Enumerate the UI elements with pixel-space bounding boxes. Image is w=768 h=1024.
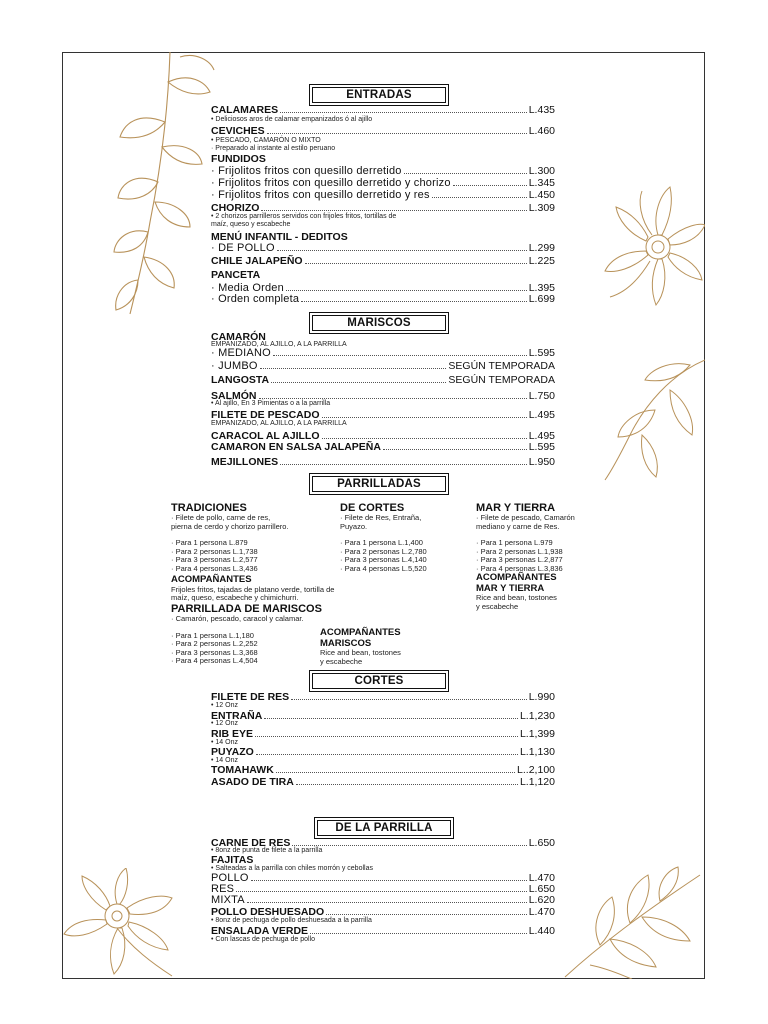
- item-note: EMPANIZADO, AL AJILLO, A LA PARRILLA: [211, 341, 347, 348]
- menu-item-calamares: CALAMARES L.435: [211, 104, 555, 116]
- flower-illustration-bottom-left: [62, 868, 182, 980]
- acompanantes-desc: Rice and bean, tostones: [320, 648, 401, 657]
- parrillada-title: DE CORTES: [340, 502, 405, 514]
- menu-item-filete-pescado: FILETE DE PESCADO L.495: [211, 409, 555, 421]
- menu-item-pollo-deshuesado: POLLO DESHUESADO L.470: [211, 906, 555, 918]
- menu-item-chorizo: CHORIZO L.309: [211, 202, 555, 214]
- parrillada-price: · Para 3 personas L.4,140: [340, 555, 427, 565]
- parrillada-desc: · Camarón, pescado, caracol y calamar.: [171, 614, 304, 623]
- acompanantes-title: ACOMPAÑANTES: [320, 627, 401, 638]
- acompanantes-title: ACOMPAÑANTES: [476, 572, 557, 583]
- item-note: • Deliciosos aros de calamar empanizados ó al ajillo: [211, 116, 373, 123]
- acompanantes-mar-y-tierra: [476, 573, 606, 611]
- section-header-entradas: [309, 84, 449, 106]
- leaf-illustration-bottom-right: [560, 865, 705, 979]
- menu-item-entrana: ENTRAÑA L.1,230: [211, 710, 555, 722]
- item-note: • 12 Onz: [211, 702, 238, 709]
- parrillada-price: · Para 2 personas L.1,938: [476, 546, 563, 556]
- parrillada-desc: pierna de cerdo y chorizo parrillero.: [171, 521, 289, 531]
- parrillada-desc: · Filete de Res, Entraña,: [340, 513, 422, 522]
- section-title: DE LA PARRILLA: [317, 820, 451, 836]
- menu-item-fundido: · Frijolitos fritos con quesillo derretido y chorizo L.345: [211, 177, 555, 189]
- menu-item-ceviches: CEVICHES L.460: [211, 125, 555, 137]
- parrillada-price: · Para 3 personas L.3,368: [171, 647, 258, 657]
- acompanantes-subtitle: MAR Y TIERRA: [476, 582, 545, 594]
- section-title: MARISCOS: [312, 315, 446, 331]
- item-note: maíz, queso y escabeche: [211, 221, 291, 228]
- menu-heading-fajitas: FAJITAS: [211, 854, 254, 866]
- menu-item-fajita-res: RES L.650: [211, 883, 555, 895]
- parrillada-price: · Para 2 personas L.2,252: [171, 639, 258, 649]
- leaf-illustration-right: [600, 355, 705, 485]
- menu-item-rib-eye: RIB EYE L.1,399: [211, 728, 555, 740]
- acompanantes-mariscos: [320, 628, 440, 666]
- parrillada-price: · Para 2 personas L.2,780: [340, 546, 427, 556]
- menu-item-caracol: CARACOL AL AJILLO L.495: [211, 430, 555, 442]
- acompanantes-title: ACOMPAÑANTES: [171, 574, 252, 585]
- parrillada-title: PARRILLADA DE MARISCOS: [171, 603, 322, 615]
- menu-item-asado-de-tira: ASADO DE TIRA L.1,120: [211, 776, 555, 788]
- section-header-de-la-parrilla: [314, 817, 454, 839]
- item-note: • 8onz de punta de filete a la parrilla: [211, 847, 323, 854]
- menu-item-fundido: · Frijolitos fritos con quesillo derretido y res L.450: [211, 189, 555, 201]
- parrillada-desc: mediano y carne de Res.: [476, 521, 560, 531]
- section-header-cortes: [309, 670, 449, 692]
- parrillada-price: · Para 4 personas L.4,504: [171, 656, 258, 666]
- parrillada-price: · Para 1 persona L.879: [171, 538, 248, 548]
- menu-heading-panceta: PANCETA: [211, 269, 261, 281]
- menu-heading-camaron: CAMARÓN: [211, 331, 266, 343]
- parrillada-desc: · Filete de pollo, carne de res,: [171, 513, 271, 522]
- flower-illustration-top-right: [590, 185, 705, 315]
- menu-item-camaron-salsa: CAMARON EN SALSA JALAPEÑA L.595: [211, 441, 555, 453]
- parrillada-mar-y-tierra: [476, 502, 606, 574]
- acompanantes-desc: Rice and bean, tostones: [476, 593, 557, 602]
- parrillada-price: · Para 1 persona L.1,180: [171, 630, 254, 640]
- branch-illustration-top-left: [110, 52, 220, 322]
- section-header-parrilladas: [309, 473, 449, 495]
- item-note: • 14 Onz: [211, 757, 238, 764]
- parrillada-title: TRADICIONES: [171, 502, 247, 514]
- menu-item-camaron-jumbo: · JUMBO SEGÚN TEMPORADA: [211, 360, 555, 372]
- item-note: • 14 Onz: [211, 739, 238, 746]
- parrillada-price: · Para 4 personas L.5,520: [340, 563, 427, 573]
- menu-item-puyazo: PUYAZO L.1,130: [211, 746, 555, 758]
- acompanantes-desc: maíz, queso, escabeche y chimichurri.: [171, 593, 299, 603]
- menu-item-tomahawk: TOMAHAWK L..2,100: [211, 764, 555, 776]
- acompanantes-desc: Frijoles fritos, tajadas de platano verde, tortilla de: [171, 584, 335, 594]
- menu-item-filete-res: FILETE DE RES L.990: [211, 691, 555, 703]
- menu-item-chile-jalapeno: CHILE JALAPEÑO L.225: [211, 255, 555, 267]
- menu-item-fajita-pollo: POLLO L.470: [211, 872, 555, 884]
- parrillada-price: · Para 3 personas L.2,577: [171, 555, 258, 565]
- menu-item-fajita-mixta: MIXTA L.620: [211, 894, 555, 906]
- menu-item-ensalada-verde: ENSALADA VERDE L.440: [211, 925, 555, 937]
- parrillada-tradiciones: [171, 502, 341, 574]
- menu-heading-fundidos: FUNDIDOS: [211, 153, 266, 165]
- parrillada-price: · Para 4 personas L.3,436: [171, 563, 258, 573]
- item-note: • Al ajillo, En 3 Pimientas o a la parrilla: [211, 400, 331, 407]
- section-title: PARRILLADAS: [312, 476, 446, 492]
- parrillada-de-cortes: [340, 502, 470, 574]
- menu-item-mejillones: MEJILLONES L.950: [211, 456, 555, 468]
- parrillada-price: · Para 1 persona L.979: [476, 538, 553, 548]
- menu-item-panceta: · Media Orden L.395: [211, 282, 555, 294]
- parrillada-price: · Para 4 personas L.3,836: [476, 563, 563, 573]
- menu-item-fundido: · Frijolitos fritos con quesillo derretido L.300: [211, 165, 555, 177]
- section-header-mariscos: [309, 312, 449, 334]
- menu-item-salmon: SALMÓN L.750: [211, 390, 555, 402]
- item-note: • Con lascas de pechuga de pollo: [211, 936, 316, 943]
- parrillada-desc: Puyazo.: [340, 521, 368, 531]
- item-note: • 8onz de pechuga de pollo deshuesada a la parrilla: [211, 917, 372, 924]
- item-note: • Salteadas a la parrilla con chiles morrón y cebollas: [211, 865, 373, 872]
- section-title: CORTES: [312, 673, 446, 689]
- menu-heading-menu-infantil: MENÚ INFANTIL - DEDITOS: [211, 231, 348, 243]
- acompanantes-desc: y escabeche: [320, 656, 363, 666]
- parrillada-price: · Para 3 personas L.2,877: [476, 555, 563, 565]
- menu-item-carne-de-res: CARNE DE RES L.650: [211, 837, 555, 849]
- parrillada-price: · Para 2 personas L.1,738: [171, 546, 258, 556]
- acompanantes-subtitle: MARISCOS: [320, 637, 372, 649]
- acompanantes-parrilladas: [171, 575, 361, 603]
- menu-item-camaron-mediano: · MEDIANO L.595: [211, 347, 555, 359]
- parrillada-price: · Para 1 persona L.1,400: [340, 538, 423, 548]
- parrillada-title: MAR Y TIERRA: [476, 502, 556, 514]
- menu-item-langosta: LANGOSTA SEGÚN TEMPORADA: [211, 374, 555, 386]
- acompanantes-desc: y escabeche: [476, 601, 519, 611]
- item-note: • 2 chorizos parrilleros servidos con frijoles fritos, tortillas de: [211, 213, 397, 220]
- item-note: • PESCADO, CAMARÓN O MIXTO: [211, 137, 321, 144]
- section-title: ENTRADAS: [312, 87, 446, 103]
- item-note: · Preparado al instante al estilo peruano: [211, 145, 336, 152]
- parrillada-desc: · Filete de pescado, Camarón: [476, 513, 575, 522]
- item-note: • 12 Onz: [211, 720, 238, 727]
- item-note: EMPANIZADO, AL AJILLO, A LA PARRILLA: [211, 420, 347, 427]
- menu-item-deditos: · DE POLLO L.299: [211, 242, 555, 254]
- menu-item-panceta: · Orden completa L.699: [211, 293, 555, 305]
